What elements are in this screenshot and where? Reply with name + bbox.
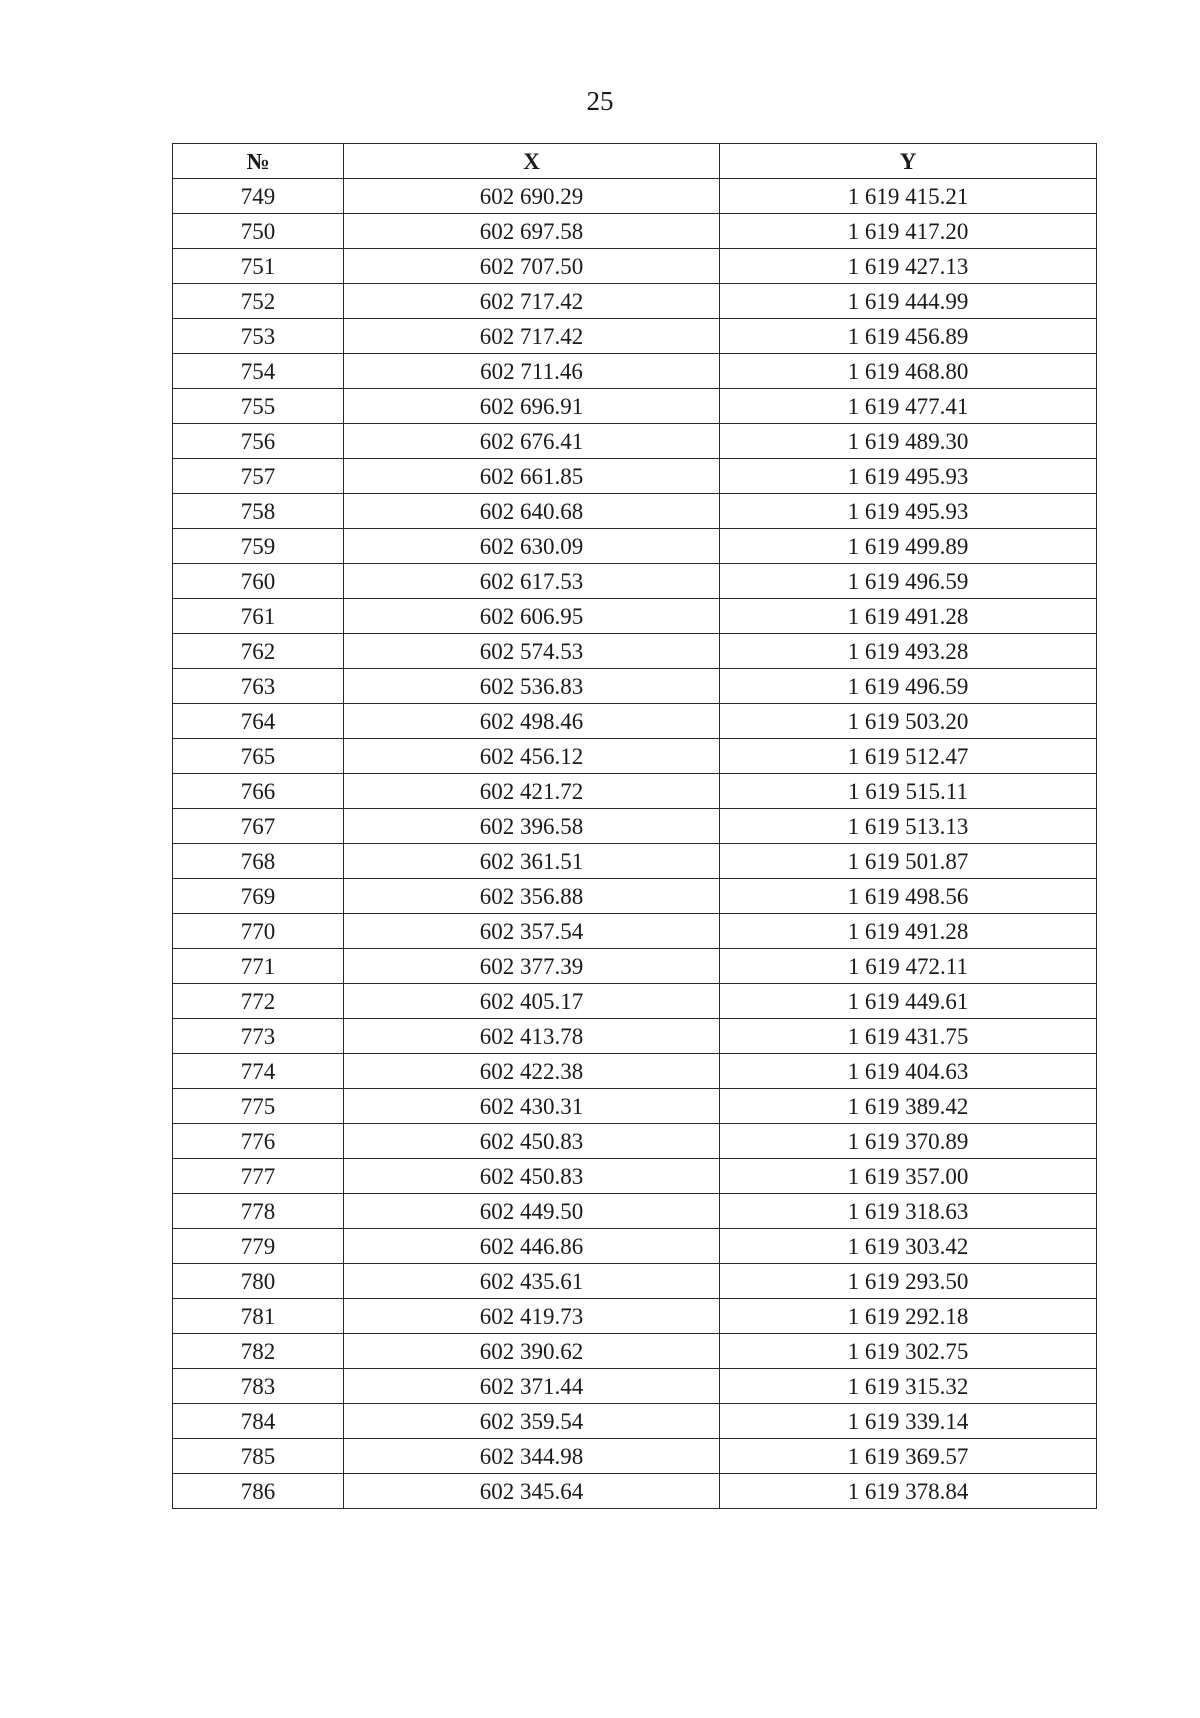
x-coordinate-cell: 602 361.51 bbox=[344, 844, 720, 879]
point-number-cell: 783 bbox=[173, 1369, 344, 1404]
table-row bbox=[173, 1159, 1097, 1194]
table-row bbox=[173, 704, 1097, 739]
x-coordinate-cell: 602 536.83 bbox=[344, 669, 720, 704]
page-number: 25 bbox=[586, 86, 614, 116]
y-coordinate-cell: 1 619 415.21 bbox=[720, 179, 1097, 214]
point-number-cell: 759 bbox=[173, 529, 344, 564]
table-row bbox=[173, 1194, 1097, 1229]
x-coordinate-cell: 602 371.44 bbox=[344, 1369, 720, 1404]
y-coordinate-cell: 1 619 503.20 bbox=[720, 704, 1097, 739]
table-row bbox=[173, 354, 1097, 389]
y-coordinate-cell: 1 619 489.30 bbox=[720, 424, 1097, 459]
x-coordinate-cell: 602 396.58 bbox=[344, 809, 720, 844]
point-number-cell: 776 bbox=[173, 1124, 344, 1159]
y-coordinate-cell: 1 619 515.11 bbox=[720, 774, 1097, 809]
y-coordinate-cell: 1 619 357.00 bbox=[720, 1159, 1097, 1194]
point-number-cell: 764 bbox=[173, 704, 344, 739]
table-row bbox=[173, 284, 1097, 319]
y-coordinate-cell: 1 619 491.28 bbox=[720, 599, 1097, 634]
table-row bbox=[173, 1229, 1097, 1264]
y-coordinate-cell: 1 619 444.99 bbox=[720, 284, 1097, 319]
x-coordinate-cell: 602 421.72 bbox=[344, 774, 720, 809]
x-coordinate-cell: 602 435.61 bbox=[344, 1264, 720, 1299]
point-number-cell: 786 bbox=[173, 1474, 344, 1509]
table-row bbox=[173, 1404, 1097, 1439]
header-number: № bbox=[173, 144, 344, 179]
y-coordinate-cell: 1 619 496.59 bbox=[720, 564, 1097, 599]
table-row bbox=[173, 669, 1097, 704]
x-coordinate-cell: 602 405.17 bbox=[344, 984, 720, 1019]
point-number-cell: 752 bbox=[173, 284, 344, 319]
x-coordinate-cell: 602 640.68 bbox=[344, 494, 720, 529]
x-coordinate-cell: 602 377.39 bbox=[344, 949, 720, 984]
x-coordinate-cell: 602 356.88 bbox=[344, 879, 720, 914]
x-coordinate-cell: 602 357.54 bbox=[344, 914, 720, 949]
y-coordinate-cell: 1 619 369.57 bbox=[720, 1439, 1097, 1474]
y-coordinate-cell: 1 619 315.32 bbox=[720, 1369, 1097, 1404]
table-row bbox=[173, 1089, 1097, 1124]
x-coordinate-cell: 602 446.86 bbox=[344, 1229, 720, 1264]
point-number-cell: 762 bbox=[173, 634, 344, 669]
table-row bbox=[173, 179, 1097, 214]
x-coordinate-cell: 602 707.50 bbox=[344, 249, 720, 284]
point-number-cell: 758 bbox=[173, 494, 344, 529]
x-coordinate-cell: 602 661.85 bbox=[344, 459, 720, 494]
y-coordinate-cell: 1 619 472.11 bbox=[720, 949, 1097, 984]
header-y: Y bbox=[720, 144, 1097, 179]
y-coordinate-cell: 1 619 370.89 bbox=[720, 1124, 1097, 1159]
point-number-cell: 777 bbox=[173, 1159, 344, 1194]
x-coordinate-cell: 602 574.53 bbox=[344, 634, 720, 669]
point-number-cell: 769 bbox=[173, 879, 344, 914]
table-row bbox=[173, 1299, 1097, 1334]
y-coordinate-cell: 1 619 449.61 bbox=[720, 984, 1097, 1019]
y-coordinate-cell: 1 619 417.20 bbox=[720, 214, 1097, 249]
x-coordinate-cell: 602 676.41 bbox=[344, 424, 720, 459]
x-coordinate-cell: 602 711.46 bbox=[344, 354, 720, 389]
table-row bbox=[173, 249, 1097, 284]
y-coordinate-cell: 1 619 431.75 bbox=[720, 1019, 1097, 1054]
table-row bbox=[173, 459, 1097, 494]
point-number-cell: 785 bbox=[173, 1439, 344, 1474]
point-number-cell: 782 bbox=[173, 1334, 344, 1369]
y-coordinate-cell: 1 619 293.50 bbox=[720, 1264, 1097, 1299]
point-number-cell: 772 bbox=[173, 984, 344, 1019]
point-number-cell: 749 bbox=[173, 179, 344, 214]
table-row bbox=[173, 319, 1097, 354]
y-coordinate-cell: 1 619 493.28 bbox=[720, 634, 1097, 669]
table-row bbox=[173, 599, 1097, 634]
table-row bbox=[173, 1124, 1097, 1159]
table-row bbox=[173, 1439, 1097, 1474]
table-row bbox=[173, 774, 1097, 809]
point-number-cell: 770 bbox=[173, 914, 344, 949]
x-coordinate-cell: 602 717.42 bbox=[344, 319, 720, 354]
y-coordinate-cell: 1 619 303.42 bbox=[720, 1229, 1097, 1264]
point-number-cell: 757 bbox=[173, 459, 344, 494]
x-coordinate-cell: 602 606.95 bbox=[344, 599, 720, 634]
table-row bbox=[173, 1474, 1097, 1509]
y-coordinate-cell: 1 619 456.89 bbox=[720, 319, 1097, 354]
y-coordinate-cell: 1 619 512.47 bbox=[720, 739, 1097, 774]
table-row bbox=[173, 879, 1097, 914]
table-row bbox=[173, 1264, 1097, 1299]
point-number-cell: 780 bbox=[173, 1264, 344, 1299]
point-number-cell: 753 bbox=[173, 319, 344, 354]
y-coordinate-cell: 1 619 389.42 bbox=[720, 1089, 1097, 1124]
point-number-cell: 771 bbox=[173, 949, 344, 984]
table-row bbox=[173, 389, 1097, 424]
point-number-cell: 767 bbox=[173, 809, 344, 844]
point-number-cell: 761 bbox=[173, 599, 344, 634]
x-coordinate-cell: 602 413.78 bbox=[344, 1019, 720, 1054]
y-coordinate-cell: 1 619 498.56 bbox=[720, 879, 1097, 914]
point-number-cell: 754 bbox=[173, 354, 344, 389]
x-coordinate-cell: 602 630.09 bbox=[344, 529, 720, 564]
y-coordinate-cell: 1 619 491.28 bbox=[720, 914, 1097, 949]
x-coordinate-cell: 602 450.83 bbox=[344, 1124, 720, 1159]
point-number-cell: 784 bbox=[173, 1404, 344, 1439]
point-number-cell: 763 bbox=[173, 669, 344, 704]
y-coordinate-cell: 1 619 427.13 bbox=[720, 249, 1097, 284]
y-coordinate-cell: 1 619 495.93 bbox=[720, 494, 1097, 529]
x-coordinate-cell: 602 345.64 bbox=[344, 1474, 720, 1509]
table-row bbox=[173, 424, 1097, 459]
point-number-cell: 765 bbox=[173, 739, 344, 774]
x-coordinate-cell: 602 449.50 bbox=[344, 1194, 720, 1229]
point-number-cell: 768 bbox=[173, 844, 344, 879]
x-coordinate-cell: 602 430.31 bbox=[344, 1089, 720, 1124]
y-coordinate-cell: 1 619 339.14 bbox=[720, 1404, 1097, 1439]
point-number-cell: 774 bbox=[173, 1054, 344, 1089]
y-coordinate-cell: 1 619 302.75 bbox=[720, 1334, 1097, 1369]
table-row bbox=[173, 634, 1097, 669]
y-coordinate-cell: 1 619 318.63 bbox=[720, 1194, 1097, 1229]
table-row bbox=[173, 739, 1097, 774]
x-coordinate-cell: 602 617.53 bbox=[344, 564, 720, 599]
point-number-cell: 750 bbox=[173, 214, 344, 249]
table-row bbox=[173, 529, 1097, 564]
table-body bbox=[173, 179, 1097, 1509]
table-row bbox=[173, 984, 1097, 1019]
y-coordinate-cell: 1 619 496.59 bbox=[720, 669, 1097, 704]
point-number-cell: 755 bbox=[173, 389, 344, 424]
point-number-cell: 751 bbox=[173, 249, 344, 284]
point-number-cell: 775 bbox=[173, 1089, 344, 1124]
header-x: X bbox=[344, 144, 720, 179]
point-number-cell: 779 bbox=[173, 1229, 344, 1264]
x-coordinate-cell: 602 696.91 bbox=[344, 389, 720, 424]
table-row bbox=[173, 1369, 1097, 1404]
y-coordinate-cell: 1 619 513.13 bbox=[720, 809, 1097, 844]
point-number-cell: 756 bbox=[173, 424, 344, 459]
y-coordinate-cell: 1 619 468.80 bbox=[720, 354, 1097, 389]
y-coordinate-cell: 1 619 404.63 bbox=[720, 1054, 1097, 1089]
x-coordinate-cell: 602 697.58 bbox=[344, 214, 720, 249]
table-row bbox=[173, 1334, 1097, 1369]
coordinates-table bbox=[172, 143, 1097, 1509]
x-coordinate-cell: 602 422.38 bbox=[344, 1054, 720, 1089]
table-row bbox=[173, 1054, 1097, 1089]
point-number-cell: 760 bbox=[173, 564, 344, 599]
y-coordinate-cell: 1 619 292.18 bbox=[720, 1299, 1097, 1334]
point-number-cell: 778 bbox=[173, 1194, 344, 1229]
x-coordinate-cell: 602 690.29 bbox=[344, 179, 720, 214]
y-coordinate-cell: 1 619 378.84 bbox=[720, 1474, 1097, 1509]
table-row bbox=[173, 949, 1097, 984]
table-row bbox=[173, 564, 1097, 599]
point-number-cell: 773 bbox=[173, 1019, 344, 1054]
table-row bbox=[173, 809, 1097, 844]
y-coordinate-cell: 1 619 501.87 bbox=[720, 844, 1097, 879]
x-coordinate-cell: 602 359.54 bbox=[344, 1404, 720, 1439]
x-coordinate-cell: 602 456.12 bbox=[344, 739, 720, 774]
x-coordinate-cell: 602 450.83 bbox=[344, 1159, 720, 1194]
table-row bbox=[173, 494, 1097, 529]
point-number-cell: 766 bbox=[173, 774, 344, 809]
table-row bbox=[173, 214, 1097, 249]
point-number-cell: 781 bbox=[173, 1299, 344, 1334]
x-coordinate-cell: 602 390.62 bbox=[344, 1334, 720, 1369]
table-row bbox=[173, 1019, 1097, 1054]
y-coordinate-cell: 1 619 495.93 bbox=[720, 459, 1097, 494]
header-row bbox=[173, 144, 1097, 179]
x-coordinate-cell: 602 498.46 bbox=[344, 704, 720, 739]
x-coordinate-cell: 602 344.98 bbox=[344, 1439, 720, 1474]
y-coordinate-cell: 1 619 499.89 bbox=[720, 529, 1097, 564]
x-coordinate-cell: 602 419.73 bbox=[344, 1299, 720, 1334]
table-header bbox=[173, 144, 1097, 179]
table-row bbox=[173, 844, 1097, 879]
y-coordinate-cell: 1 619 477.41 bbox=[720, 389, 1097, 424]
x-coordinate-cell: 602 717.42 bbox=[344, 284, 720, 319]
table-row bbox=[173, 914, 1097, 949]
